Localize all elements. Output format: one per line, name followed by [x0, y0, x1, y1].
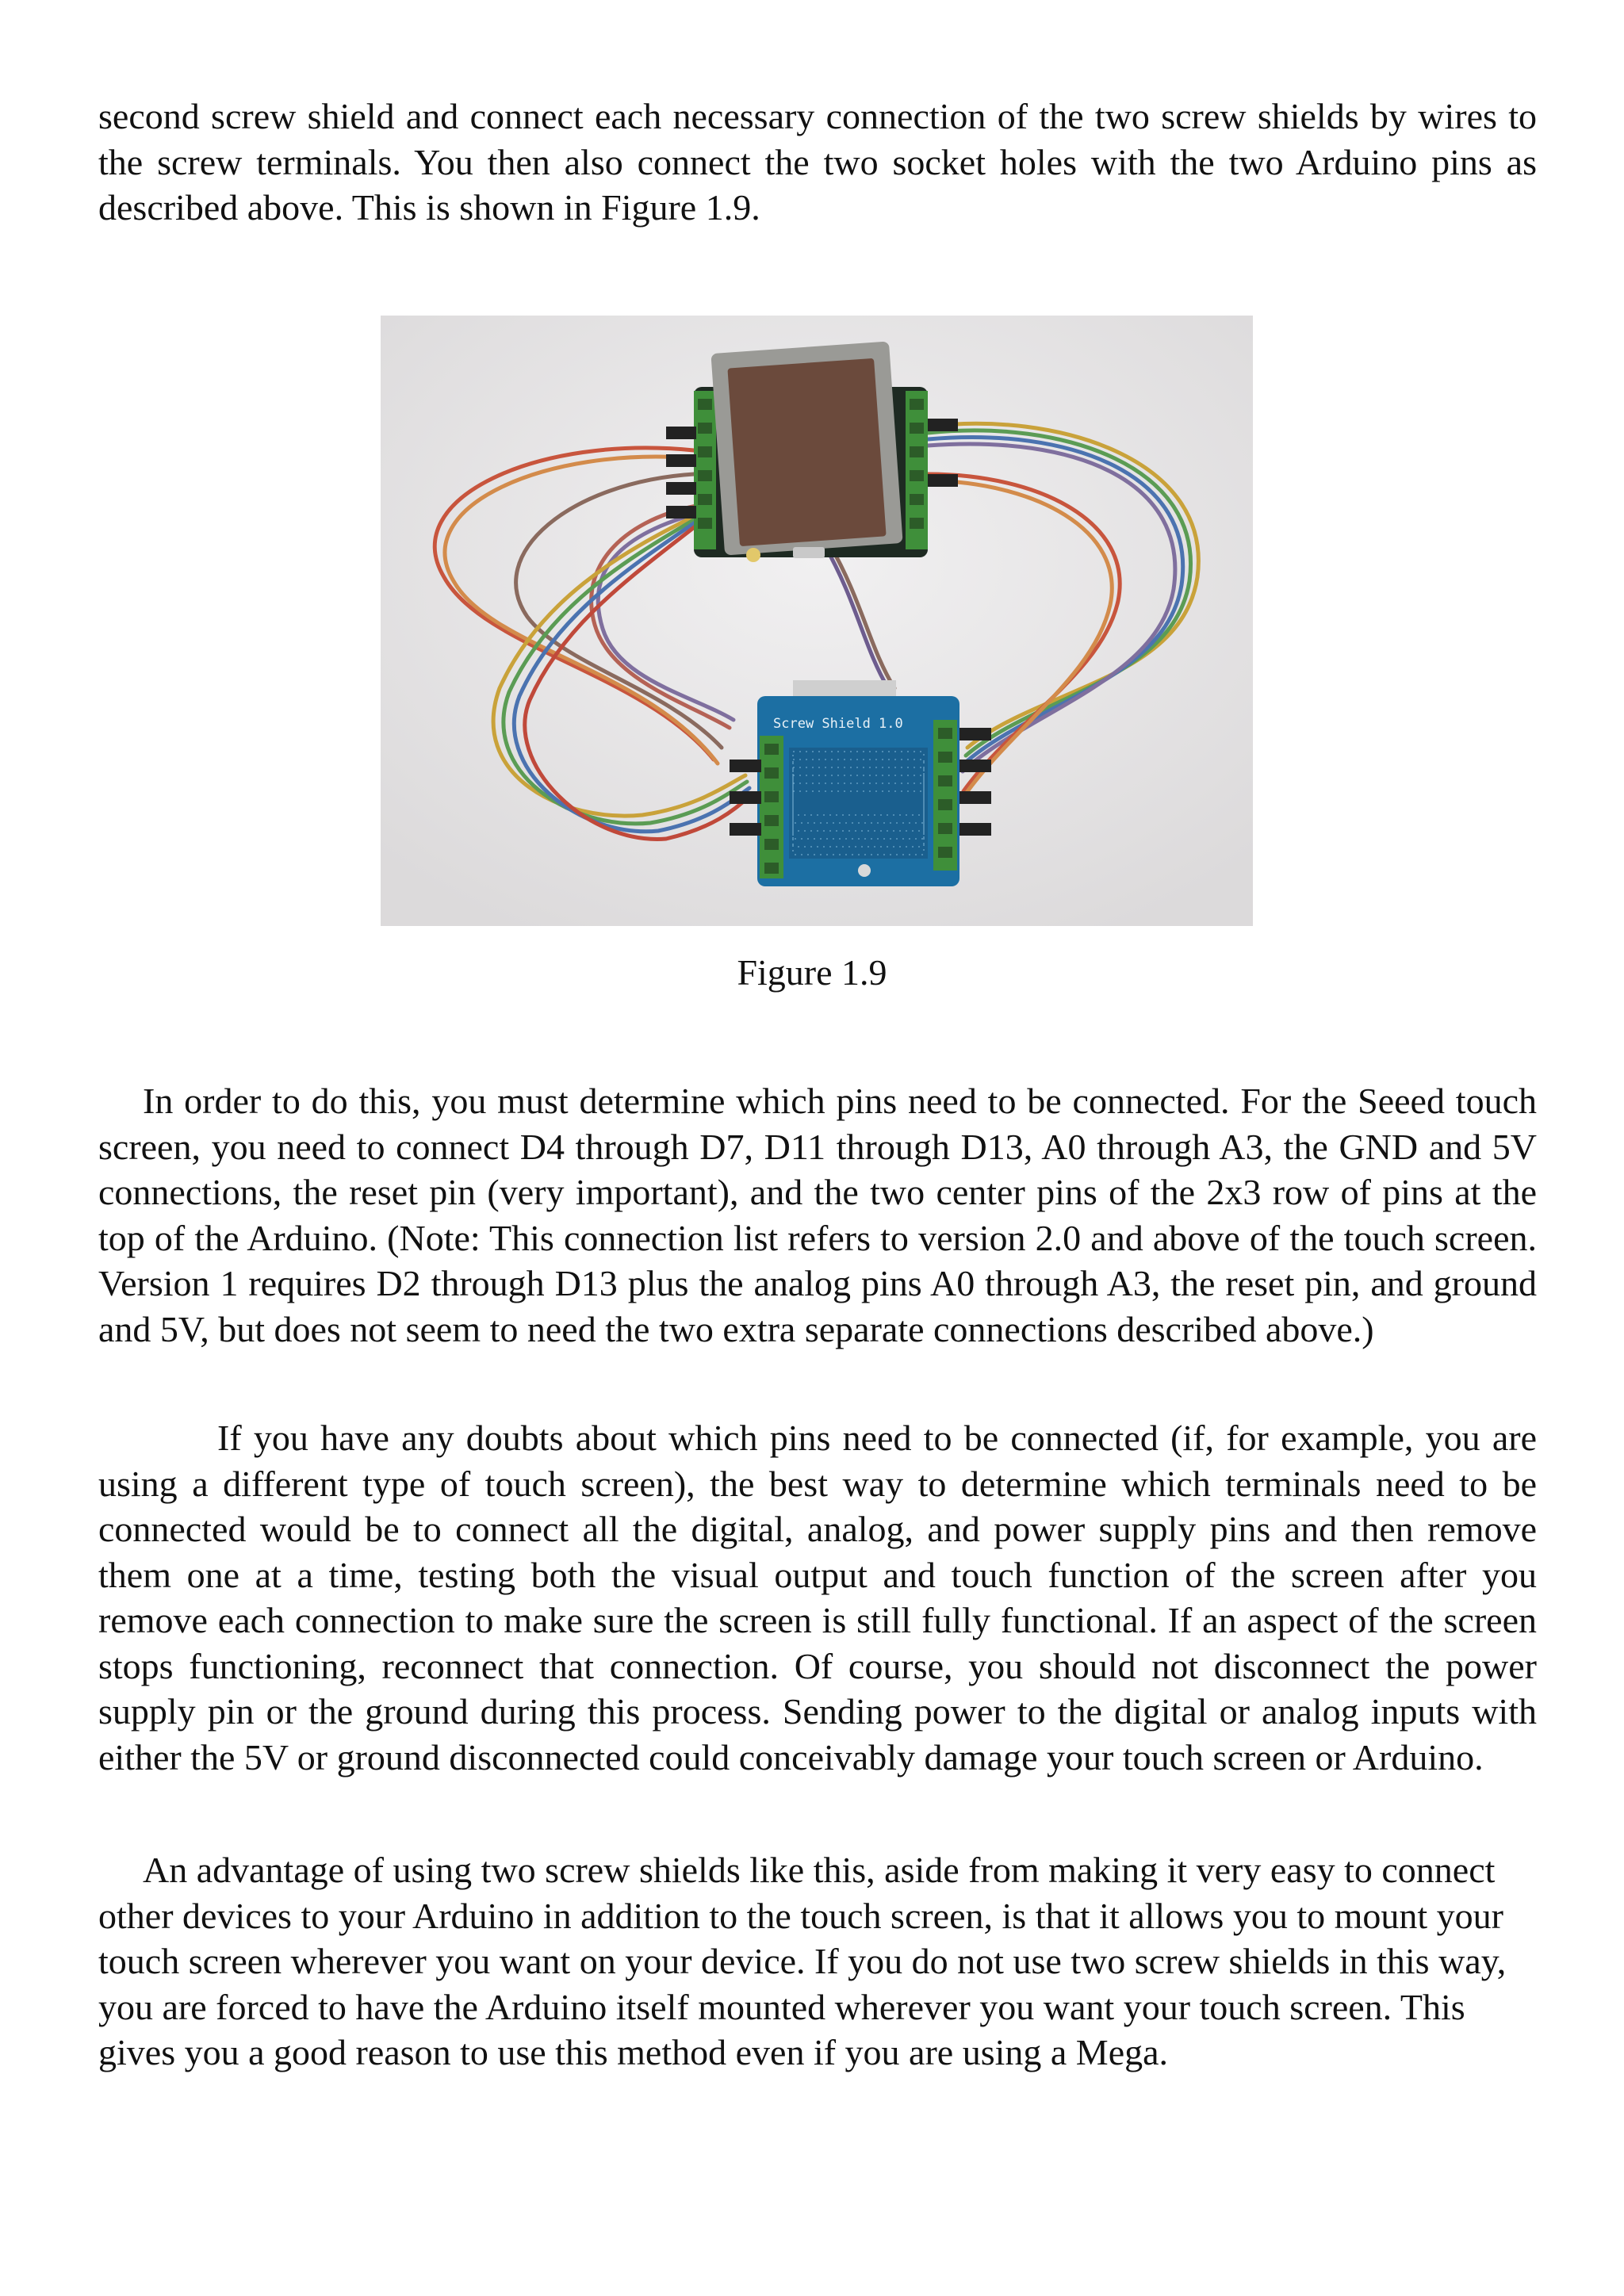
top-connector — [793, 547, 825, 558]
protoboard-area — [789, 748, 928, 859]
bottom-terminal-left — [760, 736, 783, 878]
figure-photo — [381, 316, 1253, 926]
paragraph-intro: second screw shield and connect each necessary connection of the two screw shields by wires to the screw terminals. You then also connect the two socket holes with the two Arduino pins as described above. This is shown in Figure 1.9. — [98, 96, 1537, 228]
board-label: Screw Shield 1.0 — [773, 716, 903, 732]
top-led — [746, 548, 760, 562]
figure-caption: Figure 1.9 — [737, 952, 887, 993]
paragraph-pins: In order to do this, you must determine which pins need to be connected. For the Seeed touch screen, you need to connect D4 through D7, D11 through D13, A0 through A3, the GND and 5V connections, the reset pin (very important), and the two center pins of the 2x3 row of pins at the top of the Arduino. (Note: This connection list refers to version 2.0 and above of the touch screen. Version 1 requires D2 through D13 plus the analog pins A0 through A3, the reset pin, and ground and 5V, but does not seem to need the two extra separate connections described above.) — [98, 1081, 1537, 1349]
paragraph-doubts: If you have any doubts about which pins need to be connected (if, for example, you are using a different type of touch screen), the best way to determine which terminals need to be connected would be to connect all the digital, analog, and power supply pins and then remove them one at a time, testing both the visual output and touch function of the screen after you remove each connection to make sure the screen is still fully functional. If an aspect of the screen stops functioning, reconnect that connection. Of course, you should not disconnect the power supply pin or the ground during this process. Sending power to the digital or analog inputs with either the 5V or ground disconnected could conceivably damage your touch screen or Arduino. — [98, 1418, 1537, 1777]
touchscreen-lcd — [727, 358, 886, 546]
figure-illustration — [381, 316, 1253, 926]
screw-shield-assembly — [730, 680, 991, 886]
paragraph-advantage: An advantage of using two screw shields like this, aside from making it very easy to connect other devices to your Arduino in addition to the touch screen, is that it allows you to mount your touch screen wherever you want on your device. If you do not use two screw shields in this way, you are forced to have the Arduino itself mounted wherever you want your touch screen. This gives you a good reason to use this method even if you are using a Mega. — [98, 1850, 1507, 2072]
